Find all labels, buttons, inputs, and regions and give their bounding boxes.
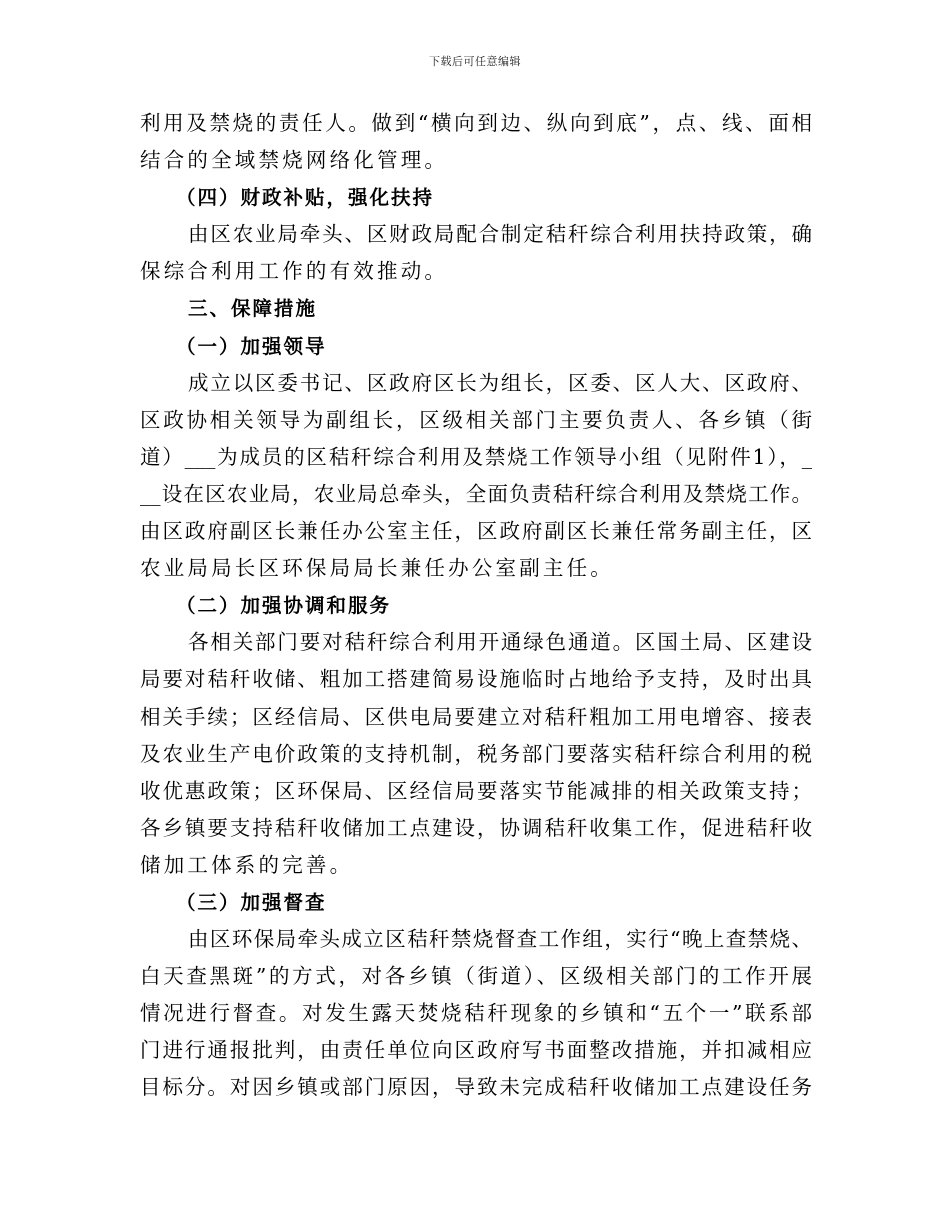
text-line: __设在区农业局，农业局总牵头，全面负责秸秆综合利用及禁烧工作。 bbox=[140, 481, 812, 506]
text-line: 白天查黑斑”的方式，对各乡镇（街道）、区级相关部门的工作开展 bbox=[140, 964, 812, 989]
section-heading: 三、保障措施 bbox=[188, 297, 318, 321]
text-line: 收优惠政策；区环保局、区经信局要落实节能减排的相关政策支持； bbox=[140, 778, 812, 803]
text-line: 保综合利用工作的有效推动。 bbox=[140, 259, 449, 284]
section-subheading: （二）加强协调和服务 bbox=[176, 594, 392, 618]
text-line: 储加工体系的完善。 bbox=[140, 852, 354, 877]
section-subheading: （三）加强督查 bbox=[176, 890, 327, 914]
text-line: 相关手续；区经信局、区供电局要建立对秸秆粗加工用电增容、接表 bbox=[140, 704, 812, 729]
paragraph-first-line: 成立以区委书记、区政府区长为组长，区委、区人大、区政府、 bbox=[188, 370, 812, 395]
text-line: 区政协相关领导为副组长，区级相关部门主要负责人、各乡镇（街 bbox=[140, 407, 812, 432]
text-line: 利用及禁烧的责任人。做到“横向到边、纵向到底”，点、线、面相 bbox=[140, 111, 812, 135]
text-line: 情况进行督查。对发生露天焚烧秸秆现象的乡镇和“五个一”联系部 bbox=[140, 1001, 812, 1026]
paragraph-first-line: 由区农业局牵头、区财政局配合制定秸秆综合利用扶持政策，确 bbox=[188, 222, 812, 247]
text-line: 目标分。对因乡镇或部门原因，导致未完成秸秆收储加工点建设任务 bbox=[140, 1075, 812, 1100]
text-line: 门进行通报批判，由责任单位向区政府写书面整改措施，并扣减相应 bbox=[140, 1038, 812, 1063]
section-subheading: （四）财政补贴，强化扶持 bbox=[176, 186, 435, 210]
document-body bbox=[140, 105, 812, 1107]
text-line: 道）___为成员的区秸秆综合利用及禁烧工作领导小组（见附件1），_ bbox=[140, 444, 812, 469]
section-subheading: （一）加强领导 bbox=[176, 334, 327, 358]
page-header: 下载后可任意编辑 bbox=[429, 55, 521, 68]
text-line: 由区政府副区长兼任办公室主任，区政府副区长兼任常务副主任，区 bbox=[140, 519, 812, 544]
paragraph-first-line: 各相关部门要对秸秆综合利用开通绿色通道。区国土局、区建设 bbox=[188, 630, 812, 655]
text-line: 结合的全域禁烧网络化管理。 bbox=[140, 148, 449, 173]
text-line: 局要对秸秆收储、粗加工搭建简易设施临时占地给予支持，及时出具 bbox=[140, 667, 812, 692]
text-line: 各乡镇要支持秸秆收储加工点建设，协调秸秆收集工作，促进秸秆收 bbox=[140, 815, 812, 840]
paragraph-first-line: 由区环保局牵头成立区秸秆禁烧督查工作组，实行“晚上查禁烧、 bbox=[188, 927, 812, 952]
text-line: 农业局局长区环保局局长兼任办公室副主任。 bbox=[140, 556, 614, 581]
text-line: 及农业生产电价政策的支持机制，税务部门要落实秸秆综合利用的税 bbox=[140, 741, 812, 766]
